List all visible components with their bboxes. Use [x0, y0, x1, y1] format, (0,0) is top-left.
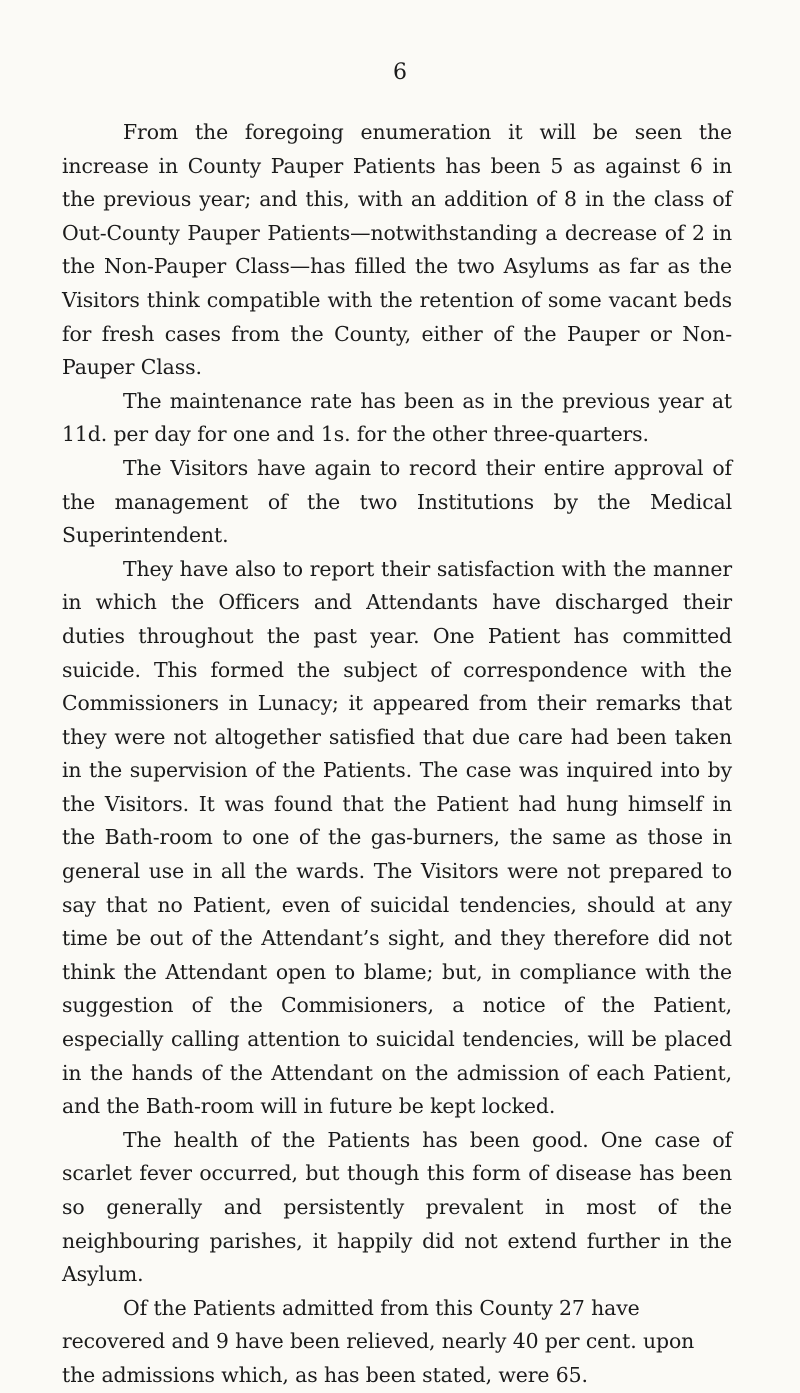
paragraph-maintenance-rate: The maintenance rate has been as in the previous year at 11d. per day for one and 1s. for the other three-quarters.	[62, 388, 732, 447]
paragraph-suicide-report: They have also to report their satisfaction with the manner in which the Officers and Attendants have discharged their duties throughout the past year. One Patient has committed suicide. This formed the subject of correspondence with the Commissioners in Lunacy; it appeared from their remarks that they were not altogether satisfied that due care had been taken in the supervision of the Patients. The case was inquired into by the Visitors. It was found that the Patient had hung himself in the Bath-room to one of the gas-burners, the same as those in general use in all the wards. The Visitors were not prepared to say that no Patient, even of suicidal tendencies, should at any time be out of the Attendant’s sight, and they therefore did not think the Attendant open to blame; but, in compliance with the suggestion of the Commisioners, a notice of the Patient, especially calling attention to suicidal tendencies, will be placed in the hands of the Attendant on the admission of each Patient, and the Bath-room will in future be kept locked.	[62, 556, 732, 1119]
page-number: 6	[393, 60, 407, 85]
paragraph-recoveries: Of the Patients admitted from this County 27 have recovered and 9 have been relieved, nearly 40 per cent. upon the admissions which, as has been stated, were 65.	[62, 1295, 695, 1387]
paragraph-health: The health of the Patients has been good. One case of scarlet fever occurred, but though this form of disease has been so generally and persistently prevalent in most of the neighbouring parishes, it happily did not extend further in the Asylum.	[62, 1127, 732, 1287]
paragraph-patient-increase: From the foregoing enumeration it will be seen the increase in County Pauper Patients has been 5 as against 6 in the previous year; and this, with an addition of 8 in the class of Out-County Pauper Patients—notwithstanding a decrease of 2 in the Non-Pauper Class—has filled the two Asylums as far as the Visitors think compatible with the retention of some vacant beds for fresh cases from the County, either of the Pauper or Non-Pauper Class.	[62, 120, 732, 380]
paragraph-visitors-approval: The Visitors have again to record their entire approval of the management of the two Institutions by the Medical Superintendent.	[62, 455, 732, 548]
report-text	[62, 116, 732, 1393]
